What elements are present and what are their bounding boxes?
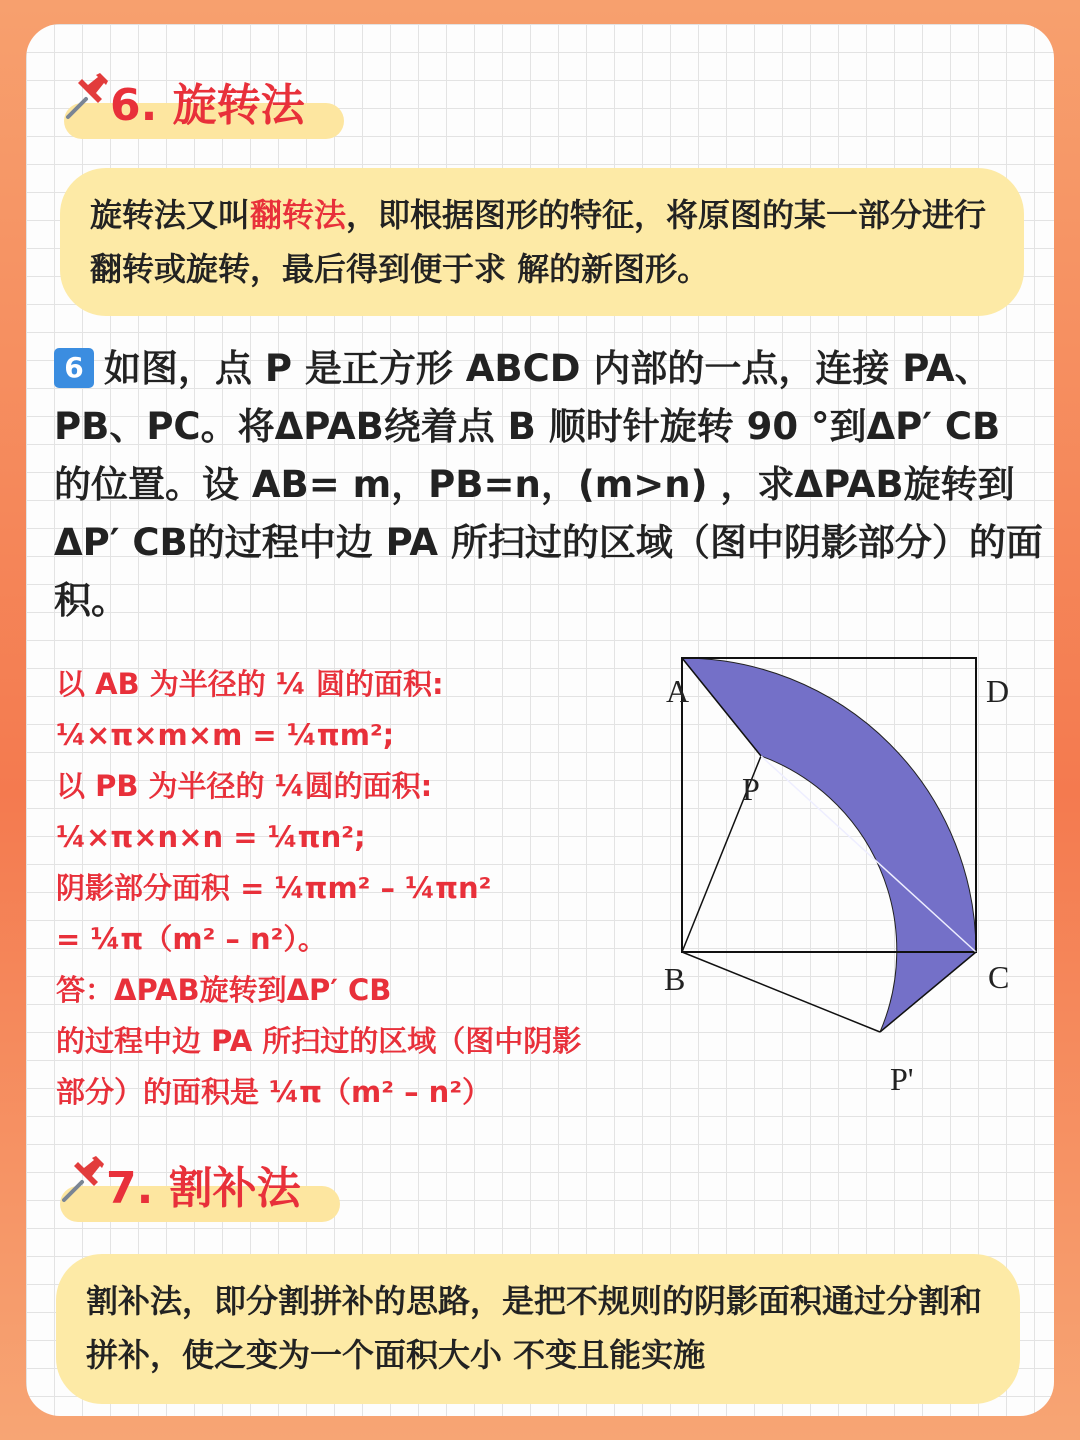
- section-7-title: 7. 割补法: [106, 1163, 301, 1214]
- section-7-heading: [26, 1152, 422, 1222]
- section-6-intro: [60, 168, 1024, 316]
- label-b: B: [664, 961, 686, 997]
- solution-line: ¼×π×m×m = ¼πm²;: [56, 718, 395, 752]
- solution-line: 以 AB 为半径的 ¼ 圆的面积:: [56, 667, 444, 701]
- label-d: D: [986, 673, 1010, 709]
- content-card: [26, 24, 1054, 1416]
- solution-line: 阴影部分面积 = ¼πm² – ¼πn²: [56, 871, 492, 905]
- section-7-intro-text: 割补法，即分割拼补的思路，是把不规则的阴影面积通过分割和拼补，使之变为一个面积大小 不变且能实施: [86, 1282, 983, 1374]
- solution-line: 部分）的面积是 ¼π（m² – n²）: [56, 1075, 492, 1109]
- solution-line: ¼×π×n×n = ¼πn²;: [56, 820, 366, 854]
- solution-line: 以 PB 为半径的 ¼圆的面积:: [56, 769, 433, 803]
- label-a: A: [666, 673, 690, 709]
- solution-line: = ¼π（m² – n²）。: [56, 922, 327, 956]
- label-p-prime: P': [890, 1061, 914, 1097]
- problem-text: 如图，点 P 是正方形 ABCD 内部的一点，连接 PA、PB、PC。将ΔPAB绕着点 B 顺时针旋转 90 °到ΔP′ CB 的位置。设 AB= m，PB=n，(m>n) ，求ΔPAB旋转到ΔP′ CB的过程中边 PA 所扫过的区域（图中阴影部分）的面积。: [54, 347, 1043, 622]
- section-6-heading: [26, 69, 426, 139]
- shaded-region: [682, 658, 976, 1032]
- problem-number-badge: 6: [54, 348, 94, 388]
- intro-suffix: ，即根据图形的特征，将原图的某一部分进行翻转或旋转，最后得到便于求 解的新图形。: [90, 196, 987, 288]
- solution-line: 答：ΔPAB旋转到ΔP′ CB: [56, 973, 392, 1007]
- solution-line: 的过程中边 PA 所扫过的区域（图中阴影: [56, 1024, 582, 1058]
- section-7-intro: [56, 1254, 1020, 1404]
- section-6-title: 6. 旋转法: [110, 80, 305, 131]
- label-p: P: [742, 771, 760, 807]
- segment-bp-prime: [682, 952, 880, 1032]
- pushpin-icon: [62, 69, 116, 123]
- intro-prefix: 旋转法又叫: [90, 196, 251, 234]
- pushpin-icon: [58, 1152, 112, 1206]
- problem-statement: [54, 340, 1044, 630]
- geometry-diagram: [626, 644, 1046, 1104]
- label-c: C: [988, 959, 1010, 995]
- solution-block: [56, 659, 696, 1118]
- intro-highlight: 翻转法: [250, 196, 347, 234]
